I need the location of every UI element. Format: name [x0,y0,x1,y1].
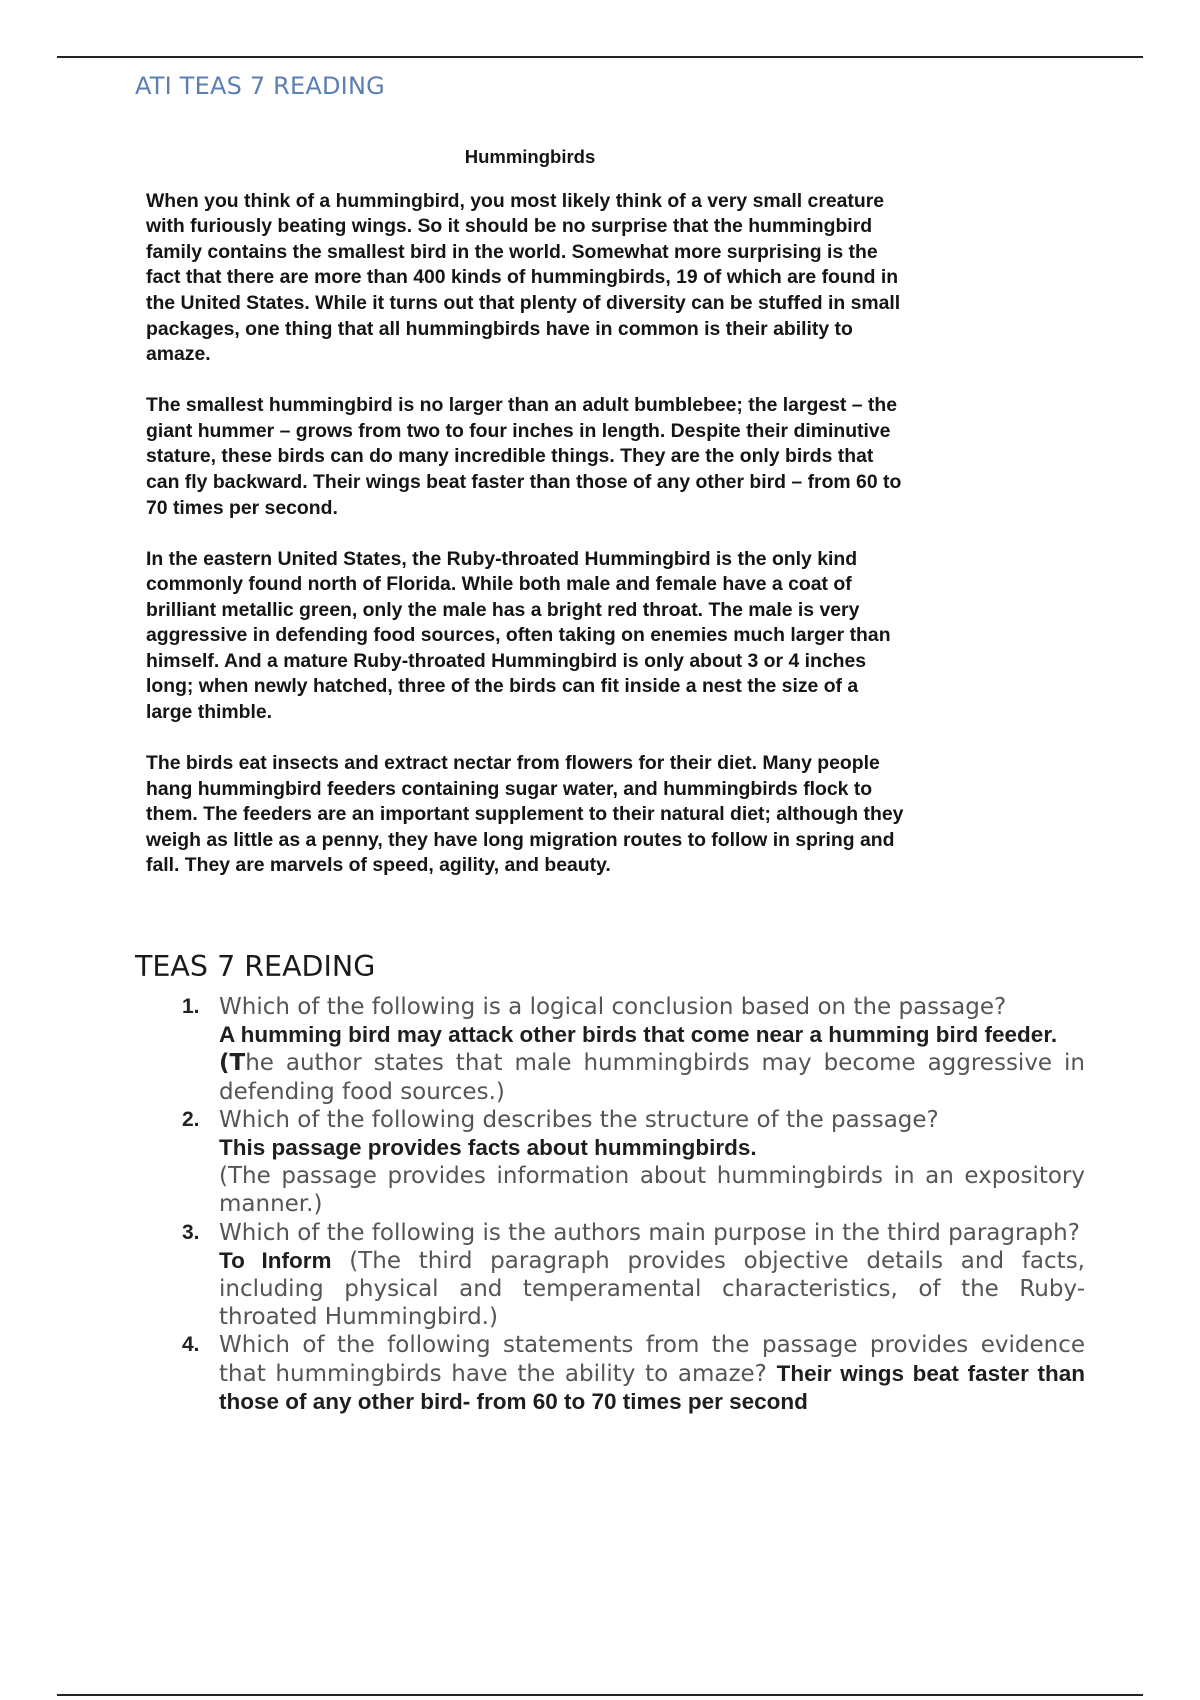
question-number: 3. [182,1220,200,1244]
question-number: 4. [182,1333,200,1357]
answer-text: To Inform [219,1247,332,1273]
answer-and-explanation [219,1248,1085,1330]
question-text: Which of the following describes the structure of the passage? [219,1106,939,1133]
passage-title: Hummingbirds [464,146,596,167]
passage-paragraph-3: In the eastern United States, the Ruby-throated Hummingbird is the only kind commonly found north of Florida. While both male and female have a coat of brilliant metallic green, only the male has a bright red throat. The male is very aggressive in defending food sources, often taking on enemies much larger than himself. And a mature Ruby-throated Hummingbird is only about 3 or 4 inches long; when newly hatched, three of the birds can fit inside a nest the size of a large thimble. [146,547,891,724]
header-title: ATI TEAS 7 READING [135,72,385,100]
question-item-3 [175,1219,1085,1332]
question-list [175,993,1085,1416]
question-number: 2. [182,1107,200,1131]
question-text: Which of the following statements from the passage provides evidence that hummingbirds have the ability to amaze? [219,1332,1085,1387]
answer-text: Their wings beat faster than those of any other bird- from 60 to 70 times per second [219,1360,1086,1414]
passage-image [146,140,906,904]
question-text: Which of the following is the authors main purpose in the third paragraph? [219,1219,1080,1246]
question-item-2 [175,1106,1085,1219]
explanation-paren: (T [219,1050,246,1077]
question-item-1 [175,993,1085,1106]
bottom-rule [57,1694,1143,1696]
explanation-text [219,1049,1085,1105]
question-text: Which of the following is a logical conclusion based on the passage? [219,994,1007,1020]
passage-paragraph-4: The birds eat insects and extract nectar from flowers for their diet. Many people hang hummingbird feeders containing sugar water, and hummingbirds flock to them. The feeders are an important supplement to their natural diet; although they weigh as little as a penny, they have long migration routes to follow in spring and fall. They are marvels of speed, agility, and beauty. [146,752,904,877]
section-heading: TEAS 7 READING [135,950,376,983]
explanation-text: (The third paragraph provides objective details and facts, including physical and temperamental characteristics, of the Ruby-throated Hummingbird.) [219,1247,1085,1331]
passage-paragraph-2: The smallest hummingbird is no larger than an adult bumblebee; the largest – the giant hummer – grows from two to four inches in length. Despite their diminutive stature, these birds can do many incredible things. They are the only birds that can fly backward. Their wings beat faster than those of any other bird – from 60 to 70 times per second. [146,394,902,519]
answer-text: A humming bird may attack other birds that come near a humming bird feeder. [219,1022,1058,1048]
explanation-body: he author states that male hummingbirds may become aggressive in defending food sources.) [219,1050,1085,1105]
question-number: 1. [182,995,200,1018]
explanation-text: (The passage provides information about hummingbirds in an expository manner.) [219,1163,1085,1218]
answer-text: This passage provides facts about hummingbirds. [219,1135,757,1161]
question-item-4 [175,1331,1085,1416]
top-rule [57,56,1143,58]
passage-paragraph-1: When you think of a hummingbird, you most likely think of a very small creature with furiously beating wings. So it should be no surprise that the hummingbird family contains the smallest bird in the world. Somewhat more surprising is the fact that there are more than 400 kinds of hummingbirds, 19 of which are found in the United States. While it turns out that plenty of diversity can be stuffed in small packages, one thing that all hummingbirds have in common is their ability to amaze. [146,189,901,366]
